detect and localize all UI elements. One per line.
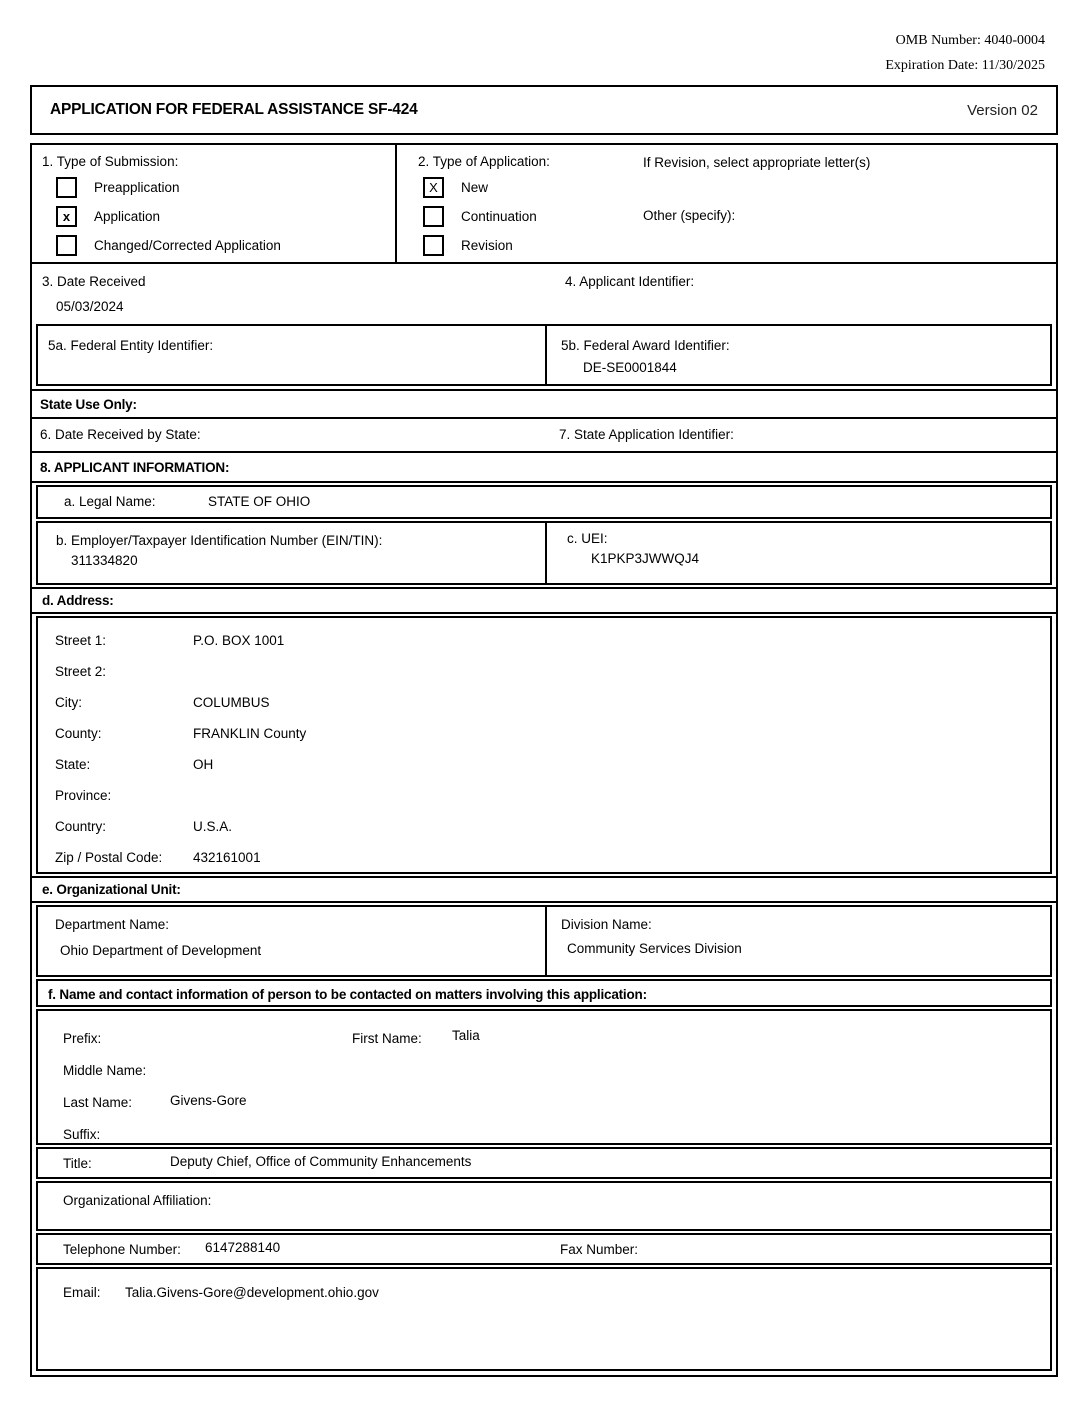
ein-label: b. Employer/Taxpayer Identification Number (EIN/TIN): — [56, 533, 383, 548]
applicant-identifier-label: 4. Applicant Identifier: — [565, 274, 695, 289]
email-value[interactable]: Talia.Givens-Gore@development.ohio.gov — [125, 1285, 379, 1300]
email-label: Email: — [63, 1285, 101, 1300]
federal-entity-identifier-cell — [38, 326, 547, 384]
phone-fax-row — [36, 1233, 1052, 1265]
submission-options — [42, 177, 395, 256]
org-affiliation-label: Organizational Affiliation: — [63, 1193, 212, 1208]
field-label: Street 1: — [55, 633, 107, 648]
org-unit-box — [36, 905, 1052, 977]
type-of-submission-label: 1. Type of Submission: — [42, 154, 179, 169]
department-cell — [38, 907, 547, 975]
form-body — [30, 143, 1058, 1377]
address-row-zip — [38, 842, 1050, 873]
field-value[interactable]: FRANKLIN County — [193, 726, 307, 741]
option-label: New — [461, 180, 489, 195]
checkbox-new[interactable]: X — [423, 177, 444, 198]
first-name-label: First Name: — [352, 1031, 422, 1046]
contact-name-box — [36, 1009, 1052, 1145]
field-label: State: — [55, 757, 91, 772]
option-label: Application — [94, 209, 161, 224]
telephone-value[interactable]: 6147288140 — [205, 1240, 281, 1255]
title-value[interactable]: Deputy Chief, Office of Community Enhancements — [170, 1154, 472, 1169]
first-name-value[interactable]: Talia — [452, 1028, 480, 1043]
option-label: Continuation — [461, 209, 537, 224]
option-revision — [423, 235, 1056, 256]
email-row — [36, 1267, 1052, 1371]
uei-value[interactable]: K1PKP3JWWQJ4 — [591, 551, 700, 566]
federal-award-identifier-cell — [547, 326, 1050, 384]
field-value[interactable]: 432161001 — [193, 850, 261, 865]
ein-uei-row — [36, 521, 1052, 585]
section-type-of-submission — [32, 145, 397, 262]
revision-hint: If Revision, select appropriate letter(s) — [643, 155, 871, 170]
department-name-value[interactable]: Ohio Department of Development — [60, 943, 262, 958]
suffix-label: Suffix: — [63, 1127, 101, 1142]
field-value[interactable]: U.S.A. — [193, 819, 233, 834]
omb-header — [885, 28, 1045, 78]
option-label: Revision — [461, 238, 513, 253]
section-date-received-row — [32, 264, 1056, 324]
federal-award-identifier-value[interactable]: DE-SE0001844 — [583, 360, 677, 375]
last-name-value[interactable]: Givens-Gore — [170, 1093, 247, 1108]
form-title: APPLICATION FOR FEDERAL ASSISTANCE SF-424 — [50, 101, 418, 118]
section-type-row — [32, 145, 1056, 264]
address-row-province — [38, 780, 1050, 811]
address-box — [36, 616, 1052, 874]
field-label: Country: — [55, 819, 107, 834]
legal-name-row — [36, 485, 1052, 519]
option-preapplication — [56, 177, 395, 198]
address-row-state — [38, 749, 1050, 780]
field-label: Zip / Postal Code: — [55, 850, 163, 865]
date-received-by-state-label: 6. Date Received by State: — [40, 427, 201, 442]
option-continuation — [423, 206, 1056, 227]
uei-cell — [547, 523, 1050, 583]
address-row-country — [38, 811, 1050, 842]
ein-value[interactable]: 311334820 — [71, 553, 138, 568]
field-label: Province: — [55, 788, 112, 803]
address-row-county — [38, 718, 1050, 749]
date-received-value[interactable]: 05/03/2024 — [56, 299, 124, 314]
field-value[interactable]: OH — [193, 757, 214, 772]
other-specify-label: Other (specify): — [643, 208, 736, 223]
org-affiliation-row — [36, 1181, 1052, 1231]
state-application-identifier-label: 7. State Application Identifier: — [559, 427, 734, 442]
omb-number: OMB Number: 4040-0004 — [895, 33, 1045, 48]
type-of-application-label: 2. Type of Application: — [418, 154, 550, 169]
section-type-of-application — [397, 145, 1056, 262]
prefix-label: Prefix: — [63, 1031, 102, 1046]
telephone-label: Telephone Number: — [63, 1242, 181, 1257]
checkbox-continuation[interactable] — [423, 206, 444, 227]
section-state-row — [32, 419, 1056, 453]
form-title-bar — [30, 85, 1058, 135]
option-changed-corrected — [56, 235, 395, 256]
section-federal-identifiers — [36, 324, 1052, 386]
federal-entity-identifier-label: 5a. Federal Entity Identifier: — [48, 338, 214, 353]
division-cell — [547, 907, 1050, 975]
date-received-label: 3. Date Received — [42, 274, 146, 289]
field-value[interactable]: P.O. BOX 1001 — [193, 633, 285, 648]
contact-title-row — [36, 1147, 1052, 1179]
address-row-street2 — [38, 656, 1050, 687]
middle-name-label: Middle Name: — [63, 1063, 147, 1078]
ein-cell — [38, 523, 547, 583]
omb-expiration-date: Expiration Date: 11/30/2025 — [885, 58, 1045, 73]
form-version: Version 02 — [967, 101, 1038, 119]
department-name-label: Department Name: — [55, 917, 170, 932]
checkbox-revision[interactable] — [423, 235, 444, 256]
last-name-label: Last Name: — [63, 1095, 133, 1110]
option-application — [56, 206, 395, 227]
checkbox-preapplication[interactable] — [56, 177, 77, 198]
applicant-information-heading: 8. APPLICANT INFORMATION: — [32, 453, 1056, 483]
checkbox-changed-corrected[interactable] — [56, 235, 77, 256]
legal-name-label: a. Legal Name: — [64, 494, 156, 509]
checkbox-application[interactable]: x — [56, 206, 77, 227]
title-label: Title: — [63, 1156, 92, 1171]
field-label: County: — [55, 726, 102, 741]
uei-label: c. UEI: — [567, 531, 608, 546]
field-label: Street 2: — [55, 664, 107, 679]
field-value[interactable]: COLUMBUS — [193, 695, 270, 710]
option-label: Changed/Corrected Application — [94, 238, 281, 253]
address-row-street1 — [38, 625, 1050, 656]
application-options — [418, 177, 1056, 256]
federal-award-identifier-label: 5b. Federal Award Identifier: — [561, 338, 730, 353]
legal-name-value[interactable]: STATE OF OHIO — [208, 494, 311, 509]
fax-label: Fax Number: — [560, 1242, 639, 1257]
contact-heading: f. Name and contact information of person to be contacted on matters involving this application: — [36, 979, 1052, 1007]
option-new — [423, 177, 1056, 198]
org-unit-heading: e. Organizational Unit: — [32, 876, 1056, 903]
option-label: Preapplication — [94, 180, 180, 195]
address-row-city — [38, 687, 1050, 718]
division-name-value[interactable]: Community Services Division — [567, 941, 742, 956]
address-heading: d. Address: — [32, 587, 1056, 614]
division-name-label: Division Name: — [561, 917, 652, 932]
state-use-only-heading: State Use Only: — [32, 389, 1056, 419]
field-label: City: — [55, 695, 82, 710]
